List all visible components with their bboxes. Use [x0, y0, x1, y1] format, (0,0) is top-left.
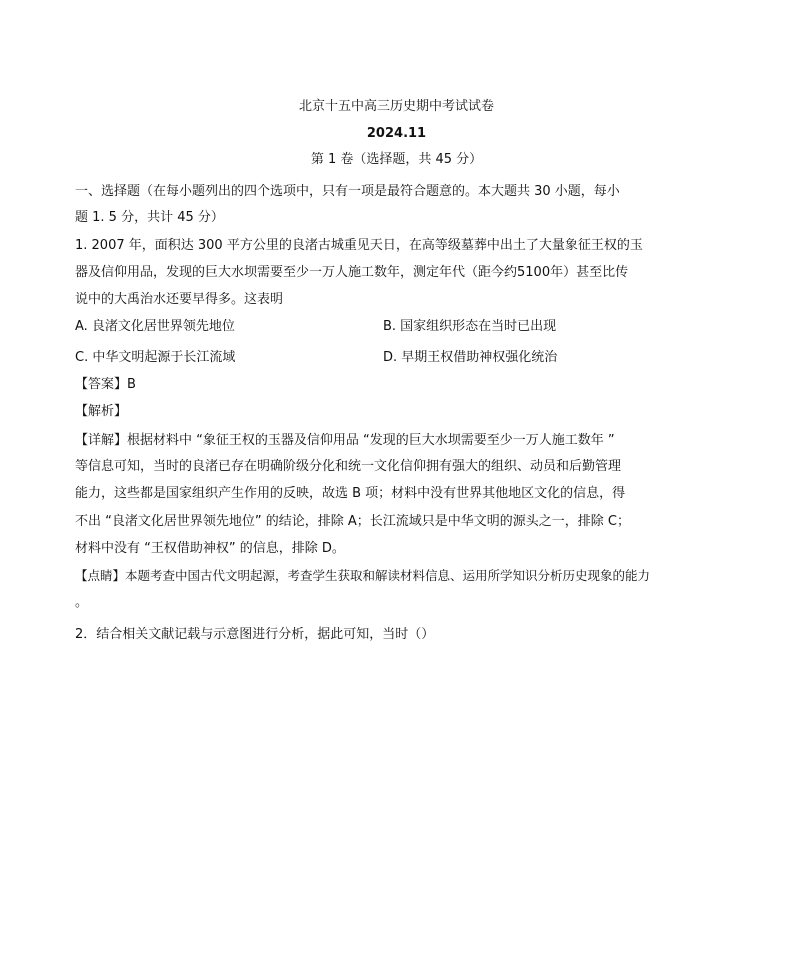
question1-stem-line1: 1. 2007 年，面积达 300 平方公里的良渚古城重见天日，在高等级墓葬中出土了大量象征王权的玉 [75, 238, 643, 253]
detail-line4: 不出 “良渚文化居世界领先地位” 的结论，排除 A；长江流域只是中华文明的源头之一，排除 C； [75, 514, 630, 529]
exam-title: 北京十五中高三历史期中考试试卷 [298, 99, 494, 114]
question1-stem-line3: 说中的大禹治水还要早得多。这表明 [75, 292, 284, 307]
answer-label: 【答案】B [75, 377, 136, 392]
section-heading-line2: 题 1. 5 分，共计 45 分） [75, 210, 224, 225]
question2-stem: 2．结合相关文献记载与示意图进行分析，据此可知，当时（） [75, 627, 435, 642]
analysis-label: 【解析】 [75, 404, 128, 419]
option-b: B. 国家组织形态在当时已出现 [383, 319, 557, 334]
detail-line2: 等信息可知，当时的良渚已存在明确阶级分化和统一文化信仰拥有强大的组织、动员和后勤管理 [75, 459, 622, 474]
detail-line1: 【详解】根据材料中 “象征王权的玉器及信仰用品 “发现的巨大水坝需要至少一万人施工数年 ” [75, 433, 615, 448]
section-heading-line1: 一、选择题（在每小题列出的四个选项中，只有一项是最符合题意的。本大题共 30 小题，每小 [75, 184, 620, 199]
volume-heading: 第 1 卷（选择题，共 45 分） [310, 152, 483, 167]
option-c: C. 中华文明起源于长江流域 [75, 350, 236, 365]
question1-stem-line2: 器及信仰用品，发现的巨大水坝需要至少一万人施工数年，测定年代（距今约5100年）甚至比传 [75, 265, 629, 280]
option-a: A. 良渚文化居世界领先地位 [75, 319, 235, 334]
detail-line5: 材料中没有 “王权借助神权” 的信息，排除 D。 [75, 541, 345, 556]
comment-line1: 【点睛】本题考查中国古代文明起源，考查学生获取和解读材料信息、运用所学知识分析历史现象的能力 [75, 568, 651, 583]
detail-line3: 能力，这些都是国家组织产生作用的反映，故选 B 项；材料中没有世界其他地区文化的信息，得 [75, 486, 626, 501]
option-d: D. 早期王权借助神权强化统治 [383, 350, 558, 365]
comment-line2: 。 [75, 595, 89, 610]
exam-date: 2024.11 [366, 126, 427, 141]
